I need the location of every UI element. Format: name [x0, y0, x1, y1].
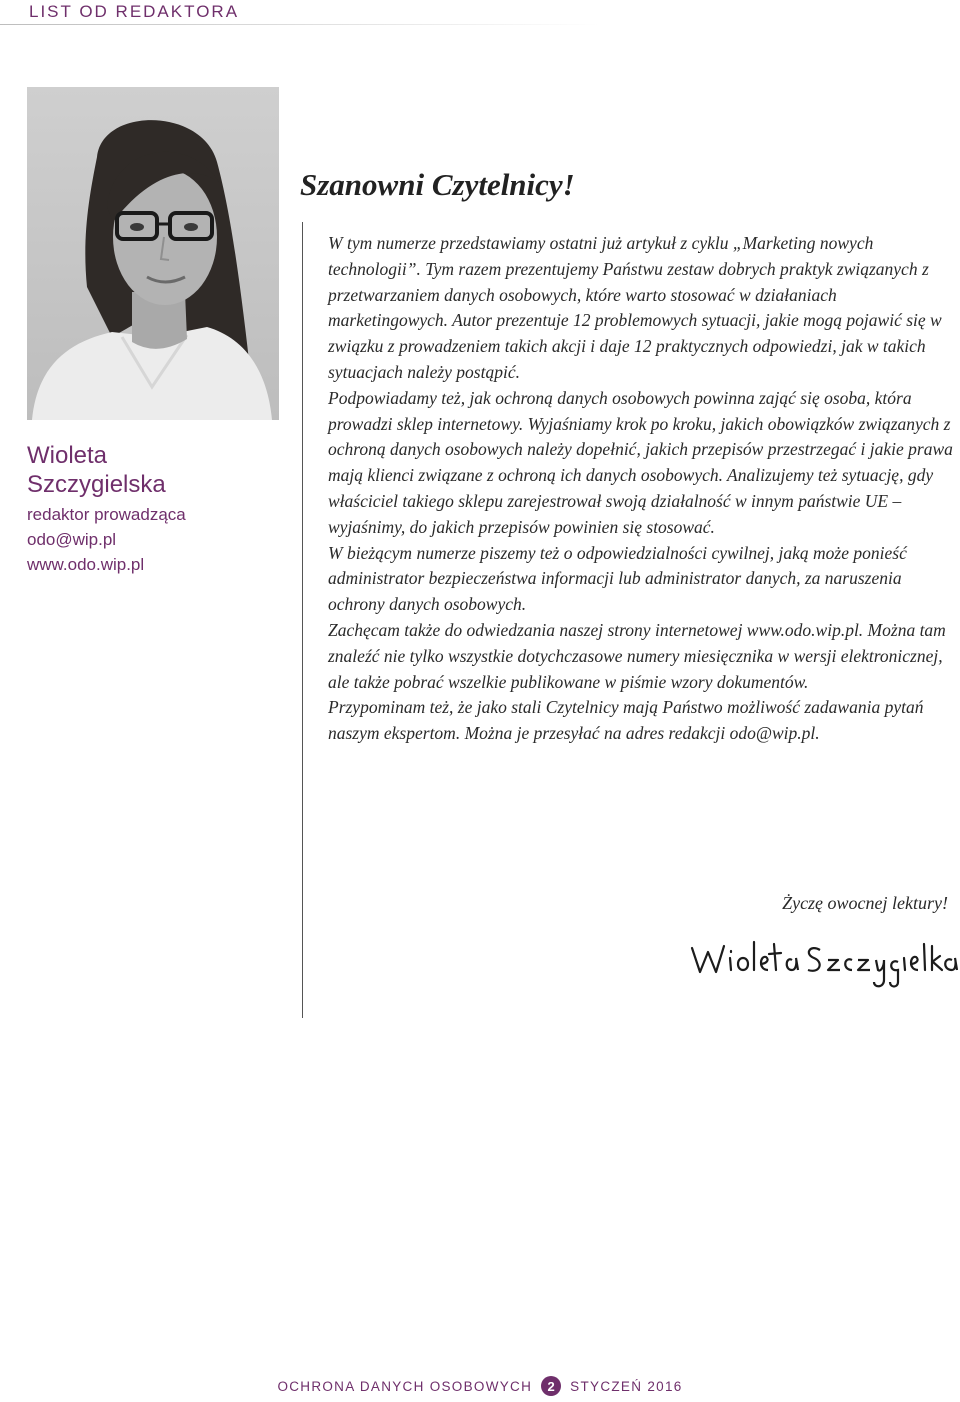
- footer-issue-date: STYCZEŃ 2016: [570, 1378, 683, 1394]
- paragraph: W bieżącym numerze piszemy też o odpowiedzialności cywilnej, jaką może ponieść administrator bezpieczeństwa informacji lub administrator danych, za naruszenia ochrony danych osobowych.: [328, 542, 907, 615]
- letter-greeting: Szanowni Czytelnicy!: [300, 167, 575, 202]
- letter-closing: Życzę owocnej lektury!: [782, 893, 948, 913]
- section-header: LIST OD REDAKTORA: [29, 2, 240, 21]
- footer-magazine-title: OCHRONA DANYCH OSOBOWYCH: [277, 1378, 533, 1394]
- author-photo: [27, 87, 279, 420]
- author-website: www.odo.wip.pl: [27, 555, 145, 574]
- author-info: [27, 441, 287, 577]
- signature-image: [680, 930, 958, 992]
- paragraph: Zachęcam także do odwiedzania naszej strony internetowej www.odo.wip.pl. Można tam znaleźć nie tylko wszystkie dotychczasowe numery miesięcznika w wersji elektronicznej, ale także pobrać wszelkie publikowane w piśmie wzory dokumentów.: [328, 619, 946, 692]
- page-footer: [0, 1376, 960, 1396]
- page-number-badge: 2: [541, 1376, 561, 1396]
- paragraph: W tym numerze przedstawiamy ostatni już artykuł z cyklu „Marketing nowych technologii”. Tym razem prezentujemy Państwu zestaw dobrych praktyk związanych z przetwarzaniem danych osobowych, które warto stosować w działaniach marketingowych. Autor prezentuje 12 problemowych sytuacji, jakie mogą pojawić się w związku z prowadzeniem takich akcji i daje 12 praktycznych odpowiedzi, jak w takich sytuacjach należy postąpić.: [328, 233, 942, 382]
- handwritten-signature: [680, 930, 958, 992]
- author-portrait: [27, 87, 279, 420]
- author-email: odo@wip.pl: [27, 530, 117, 549]
- paragraph: Podpowiadamy też, jak ochroną danych osobowych powinna zająć się osoba, która prowadzi sklep internetowy. Wyjaśniamy krok po kroku, jakich obowiązków związanych z ochroną danych osobowych należy dopełnić, jakich przepisów przestrzegać i jakie prawa mają klienci związane z ochroną ich danych osobowych. Analizujemy też sytuację, gdy właściciel takiego sklepu zarejestrował swoją działalność w innym państwie UE – wyjaśnimy, do jakich przepisów powinien się stosować.: [328, 387, 953, 537]
- letter-body: [328, 231, 958, 747]
- author-first-name: Wioleta: [27, 442, 108, 469]
- paragraph: Przypominam też, że jako stali Czytelnicy mają Państwo możliwość zadawania pytań naszym ekspertom. Można je przesyłać na adres redakcji odo@wip.pl.: [328, 697, 924, 744]
- vertical-divider: [302, 222, 303, 1018]
- author-last-name: Szczygielska: [27, 471, 166, 498]
- author-role: redaktor prowadząca: [27, 505, 186, 524]
- header-divider: [0, 24, 600, 25]
